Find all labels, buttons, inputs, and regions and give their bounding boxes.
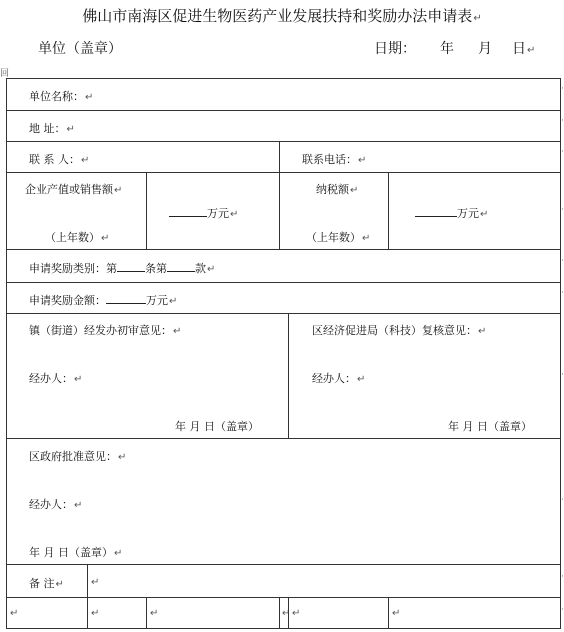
date-month: 月 <box>478 41 492 57</box>
gov-date-seal: 年 月 日（盖章）↵ <box>29 546 123 559</box>
tax-value: 万元↵ <box>415 205 488 221</box>
row-end-mark: · <box>561 84 564 94</box>
award-amount-row <box>6 282 561 314</box>
date-label: 日期： <box>374 41 416 57</box>
date-year: 年 <box>440 41 454 57</box>
remarks-label-cell <box>6 564 88 598</box>
remarks-label: 备 注↵ <box>29 577 64 590</box>
town-date-seal: 年 月 日（盖章） <box>175 420 259 433</box>
district-handler-label: 经办人：↵ <box>312 372 366 385</box>
row-end-mark: · <box>561 572 564 582</box>
output-sales-prev-year: （上年数）↵ <box>45 231 110 244</box>
unit-name-label: 单位名称：↵ <box>29 90 94 103</box>
table-anchor-mark: 回 <box>0 69 10 79</box>
contact-person-label: 联 系 人：↵ <box>29 153 90 166</box>
town-opinion-cell <box>6 313 289 439</box>
row-end-mark: · <box>561 288 564 298</box>
row-end-mark: · <box>561 370 564 380</box>
contact-person-cell <box>6 141 280 173</box>
contact-phone-cell <box>279 141 561 173</box>
row-end-mark: · <box>561 605 564 615</box>
tax-label: 纳税额↵ <box>316 183 359 196</box>
empty-grid-cell-4: ↵ <box>279 597 289 629</box>
row-end-mark: · <box>561 495 564 505</box>
district-date-seal: 年 月 日（盖章） <box>448 420 532 433</box>
empty-grid-cell-5: ↵ <box>288 597 389 629</box>
gov-opinion-label: 区政府批准意见：↵ <box>29 450 127 463</box>
empty-grid-cell-6: ↵ <box>388 597 561 629</box>
output-sales-label-cell <box>6 172 147 250</box>
address-row <box>6 110 561 142</box>
empty-grid-cell-3: ↵ <box>146 597 280 629</box>
tax-value-cell <box>388 172 561 250</box>
contact-phone-label: 联系电话：↵ <box>302 153 367 166</box>
award-category-row <box>6 249 561 283</box>
gov-handler-label: 经办人：↵ <box>29 498 83 511</box>
town-handler-label: 经办人：↵ <box>29 372 83 385</box>
output-sales-value: 万元↵ <box>169 205 238 221</box>
tax-prev-year: （上年数）↵ <box>306 231 371 244</box>
row-end-mark: · <box>561 256 564 266</box>
unit-seal-label: 单位（盖章） <box>38 41 122 57</box>
row-end-mark: · <box>561 147 564 157</box>
unit-name-row <box>6 78 561 111</box>
empty-grid-cell-2: ↵ <box>87 597 147 629</box>
district-opinion-label: 区经济促进局（科技）复核意见：↵ <box>312 324 487 337</box>
output-sales-value-cell <box>146 172 280 250</box>
output-sales-label: 企业产值或销售额↵ <box>25 183 123 196</box>
gov-approval-row <box>6 438 561 565</box>
empty-grid-cell-1: ↵ <box>6 597 88 629</box>
row-end-mark: · <box>561 116 564 126</box>
district-opinion-cell <box>288 313 561 439</box>
award-category-label: 申请奖励类别：第 条第 款↵ <box>29 262 216 275</box>
row-end-mark: · <box>561 205 564 215</box>
tax-label-cell <box>279 172 389 250</box>
document-title: 佛山市南海区促进生物医药产业发展扶持和奖励办法申请表↵ <box>82 7 482 25</box>
town-opinion-label: 镇（街道）经发办初审意见：↵ <box>29 324 182 337</box>
address-label: 地 址：↵ <box>29 122 75 135</box>
remarks-value-cell <box>87 564 561 598</box>
remarks-value: ↵ <box>91 577 100 588</box>
date-day: 日↵ <box>512 41 536 57</box>
award-amount-label: 申请奖励金额： 万元↵ <box>29 294 178 307</box>
